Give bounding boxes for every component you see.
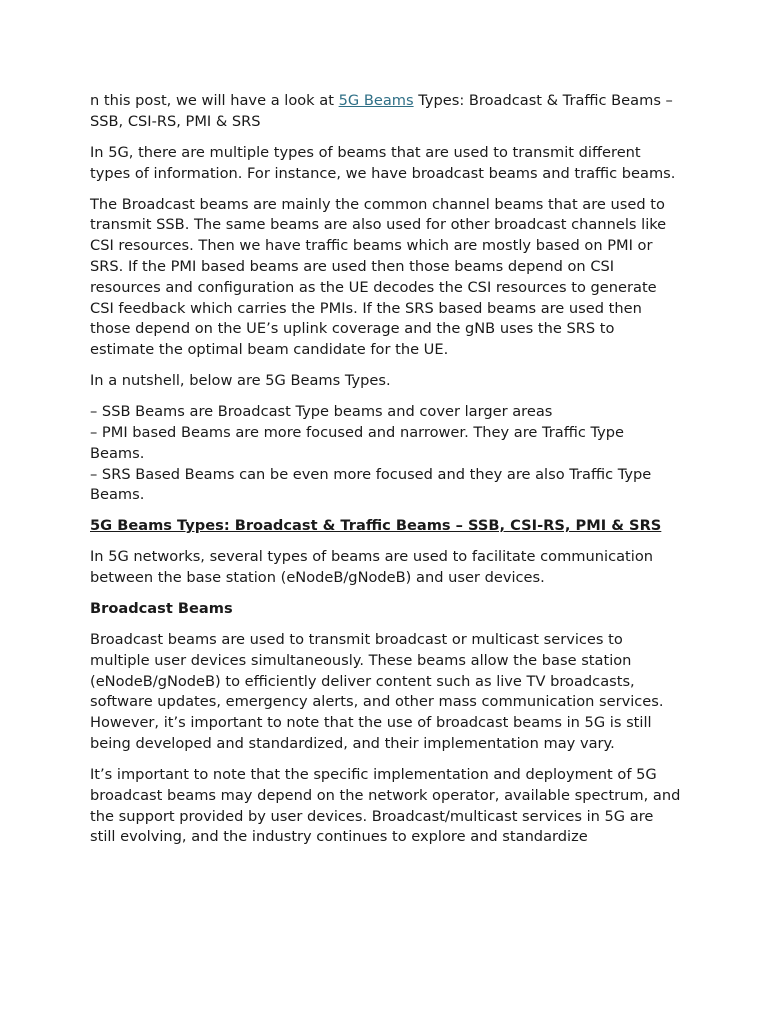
paragraph-nutshell: In a nutshell, below are 5G Beams Types.	[90, 372, 391, 390]
5g-beams-link[interactable]: 5G Beams	[338, 92, 414, 109]
list-item: – PMI based Beams are more focused and narrower. They are Traffic Type Beams.	[90, 423, 625, 462]
broadcast-paragraph-2: It’s important to note that the specific implementation and deployment of 5G broadcast beams may depend on the network operator, available spectrum, and the support provided by user devices. Broadcast/multicast services in 5G are still evolving, and the industry continues to explore and standardize	[90, 766, 681, 846]
broadcast-paragraph-1: Broadcast beams are used to transmit broadcast or multicast services to multiple user devices simultaneously. These beams allow the base station (eNodeB/gNodeB) to efficiently deliver content such as live TV broadcasts, software updates, emergency alerts, and other mass communication services. However, it’s important to note that the use of broadcast beams in 5G is still being developed and standardized, and their implementation may vary.	[90, 631, 664, 753]
list-item: – SSB Beams are Broadcast Type beams and cover larger areas	[90, 403, 553, 421]
section-intro-paragraph: In 5G networks, several types of beams are used to facilitate communication between the base station (eNodeB/gNodeB) and user devices.	[90, 548, 653, 587]
paragraph-beam-types-overview: In 5G, there are multiple types of beams that are used to transmit different types of information. For instance, we have broadcast beams and traffic beams.	[90, 143, 676, 182]
list-item: – SRS Based Beams can be even more focused and they are also Traffic Type Beams.	[90, 465, 652, 504]
intro-suffix: Types: Broadcast & Traffic Beams – SSB, CSI-RS, PMI & SRS	[90, 92, 673, 130]
beam-types-list	[90, 402, 682, 506]
intro-prefix: n this post, we will have a look at	[90, 92, 339, 109]
intro-paragraph	[90, 91, 682, 133]
paragraph-broadcast-traffic-explanation: The Broadcast beams are mainly the common channel beams that are used to transmit SSB. The same beams are also used for other broadcast channels like CSI resources. Then we have traffic beams which are mostly based on PMI or SRS. If the PMI based beams are used then those beams depend on CSI resources and configuration as the UE decodes the CSI resources to generate CSI feedback which carries the PMIs. If the SRS based beams are used then those depend on the UE’s uplink coverage and the gNB uses the SRS to estimate the optimal beam candidate for the UE.	[90, 195, 667, 359]
section-heading: 5G Beams Types: Broadcast & Traffic Beams – SSB, CSI-RS, PMI & SRS	[90, 517, 662, 535]
document-page	[90, 91, 682, 858]
broadcast-beams-heading: Broadcast Beams	[90, 600, 233, 618]
